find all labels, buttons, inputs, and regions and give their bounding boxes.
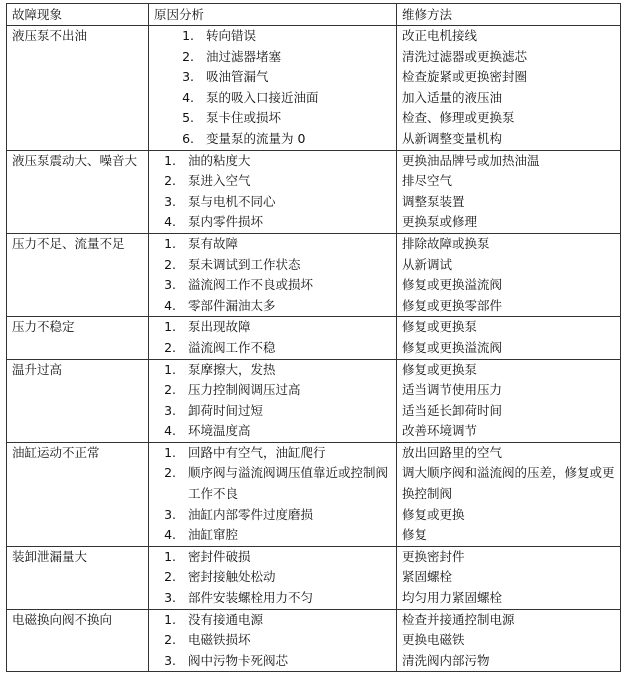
symptom-cell (7, 150, 149, 233)
cause-text: 泵有故障 (188, 235, 239, 251)
header-cause: 原因分析 (149, 4, 397, 26)
symptom-cell (7, 609, 149, 672)
cause-item (154, 630, 391, 651)
cause-number: 2. (164, 173, 176, 189)
cause-cell (149, 317, 397, 359)
symptom-cell (7, 26, 149, 151)
cause-item (154, 443, 391, 464)
repair-item: 检查、修理或更换泵 (402, 110, 515, 126)
header-repair: 维修方法 (397, 4, 621, 26)
repair-item: 修复或更换溢流阀 (402, 339, 503, 355)
cause-item (154, 192, 391, 213)
fault-row (7, 359, 621, 442)
cause-text: 油缸内部零件过度磨损 (188, 506, 314, 522)
cause-cell (149, 150, 397, 233)
cause-item (154, 234, 391, 255)
cause-number: 2. (164, 256, 176, 272)
cause-cell (149, 26, 397, 151)
fault-row (7, 26, 621, 151)
symptom-cell (7, 546, 149, 609)
cause-text: 油缸窜腔 (188, 527, 239, 543)
fault-row (7, 233, 621, 316)
cause-number: 4. (164, 297, 176, 313)
repair-cell (397, 317, 621, 359)
cause-text: 吸油管漏气 (206, 69, 269, 85)
repair-cell (397, 26, 621, 151)
cause-item (154, 275, 391, 296)
cause-item (154, 360, 391, 381)
repair-item: 从新调试 (402, 256, 453, 272)
cause-text: 泵未调试到工作状态 (188, 256, 301, 272)
repair-cell (397, 609, 621, 672)
cause-text: 阀中污物卡死阀芯 (188, 652, 289, 668)
cause-number: 4. (164, 527, 176, 543)
cause-text: 泵出现故障 (188, 319, 251, 335)
repair-cell (397, 546, 621, 609)
cause-number: 4. (164, 214, 176, 230)
symptom-cell (7, 233, 149, 316)
cause-number: 4. (164, 423, 176, 439)
cause-text: 油的粘度大 (188, 152, 251, 168)
cause-cell (149, 546, 397, 609)
fault-row (7, 609, 621, 672)
repair-item: 均匀用力紧固螺栓 (402, 590, 503, 606)
cause-number: 2. (164, 632, 176, 648)
repair-item: 更换泵或修理 (402, 214, 478, 230)
cause-text: 密封接触处松动 (188, 569, 276, 585)
cause-number: 1. (164, 235, 176, 251)
cause-item (154, 610, 391, 631)
cause-text: 部件安装螺栓用力不匀 (188, 590, 314, 606)
cause-text: 电磁铁损坏 (188, 632, 251, 648)
cause-text: 溢流阀工作不良或损坏 (188, 277, 314, 293)
cause-item (154, 380, 391, 401)
cause-text: 变量泵的流量为 0 (206, 130, 306, 146)
cause-text: 环境温度高 (188, 423, 251, 439)
cause-text: 泵与电机不同心 (188, 193, 276, 209)
cause-number: 1. (164, 611, 176, 627)
cause-number: 3. (164, 652, 176, 668)
symptom-text: 温升过高 (12, 361, 63, 377)
cause-cell (149, 609, 397, 672)
cause-item (154, 26, 391, 47)
fault-row (7, 442, 621, 546)
cause-number: 1. (164, 444, 176, 460)
repair-item: 更换密封件 (402, 548, 465, 564)
cause-item (154, 567, 391, 588)
repair-item: 从新调整变量机构 (402, 130, 503, 146)
cause-item (154, 505, 391, 526)
symptom-text: 液压泵不出油 (12, 28, 88, 43)
cause-item (154, 421, 391, 442)
cause-item (154, 338, 391, 359)
cause-number: 1. (164, 152, 176, 168)
repair-item: 紧固螺栓 (402, 569, 453, 585)
cause-cell (149, 233, 397, 316)
repair-item: 放出回路里的空气 (402, 444, 503, 460)
cause-item (154, 171, 391, 192)
cause-text: 泵内零件损坏 (188, 214, 264, 230)
cause-text: 卸荷时间过短 (188, 402, 264, 418)
cause-number: 3. (164, 193, 176, 209)
cause-text: 回路中有空气，油缸爬行 (188, 444, 326, 460)
fault-row (7, 546, 621, 609)
cause-item (154, 525, 391, 546)
cause-number: 2. (182, 48, 194, 64)
symptom-text: 电磁换向阀不换向 (12, 611, 113, 627)
repair-item: 调整泵装置 (402, 193, 465, 209)
cause-number: 2. (164, 465, 176, 481)
cause-text: 泵的吸入口接近油面 (206, 89, 319, 105)
cause-item (154, 296, 391, 317)
cause-text: 零部件漏油太多 (188, 297, 276, 313)
cause-item (154, 588, 391, 609)
symptom-text: 压力不稳定 (12, 319, 75, 335)
repair-item: 修复 (402, 527, 428, 543)
cause-item (154, 129, 391, 150)
symptom-cell (7, 359, 149, 442)
cause-number: 2. (164, 569, 176, 585)
symptom-cell (7, 317, 149, 359)
cause-item (154, 151, 391, 172)
cause-number: 1. (164, 319, 176, 335)
cause-item (154, 547, 391, 568)
repair-item: 清洗过滤器或更换滤芯 (402, 48, 528, 64)
cause-number: 3. (164, 402, 176, 418)
cause-number: 1. (164, 548, 176, 564)
cause-text: 没有接通电源 (188, 611, 264, 627)
cause-item (154, 317, 391, 338)
repair-item: 修复或更换溢流阀 (402, 277, 503, 293)
header-symptom: 故障现象 (7, 4, 149, 26)
repair-cell (397, 233, 621, 316)
symptom-text: 装卸泄漏量大 (12, 548, 88, 564)
repair-item: 修复或更换零部件 (402, 297, 503, 313)
cause-text: 转向错误 (206, 28, 257, 43)
cause-item (154, 463, 391, 504)
cause-text: 泵卡住或损坏 (206, 110, 282, 126)
repair-cell (397, 150, 621, 233)
repair-item: 修复或更换 (402, 506, 465, 522)
cause-item (154, 47, 391, 68)
fault-row (7, 317, 621, 359)
cause-item (154, 255, 391, 276)
repair-item: 更换油品牌号或加热油温 (402, 152, 540, 168)
cause-text: 密封件破损 (188, 548, 251, 564)
cause-text: 压力控制阀调压过高 (188, 382, 301, 398)
repair-cell (397, 442, 621, 546)
repair-item: 检查旋紧或更换密封圈 (402, 69, 528, 85)
cause-item (154, 88, 391, 109)
symptom-cell (7, 442, 149, 546)
cause-item (154, 212, 391, 233)
repair-item: 更换电磁铁 (402, 632, 465, 648)
repair-item: 检查并接通控制电源 (402, 611, 515, 627)
cause-number: 6. (182, 130, 194, 146)
symptom-text: 液压泵震动大、噪音大 (12, 152, 138, 168)
cause-text: 顺序阀与溢流阀调压值靠近或控制阀工作不良 (188, 465, 389, 502)
cause-number: 3. (164, 590, 176, 606)
cause-cell (149, 442, 397, 546)
repair-item: 调大顺序阀和溢流阀的压差，修复或更换控制阀 (402, 465, 615, 502)
symptom-text: 压力不足、流量不足 (12, 235, 125, 251)
cause-number: 2. (164, 339, 176, 355)
cause-number: 5. (182, 110, 194, 126)
repair-item: 清洗阀内部污物 (402, 652, 490, 668)
repair-item: 排除故障或换泵 (402, 235, 490, 251)
symptom-text: 油缸运动不正常 (12, 444, 100, 460)
cause-cell (149, 359, 397, 442)
cause-number: 3. (182, 69, 194, 85)
repair-item: 适当调节使用压力 (402, 382, 503, 398)
fault-table (6, 3, 621, 672)
repair-cell (397, 359, 621, 442)
cause-number: 1. (164, 361, 176, 377)
cause-number: 4. (182, 89, 194, 105)
repair-item: 修复或更换泵 (402, 319, 478, 335)
cause-number: 1. (182, 28, 194, 43)
repair-item: 加入适量的液压油 (402, 89, 503, 105)
cause-item (154, 651, 391, 672)
cause-text: 溢流阀工作不稳 (188, 339, 276, 355)
cause-number: 3. (164, 506, 176, 522)
cause-item (154, 67, 391, 88)
repair-item: 适当延长卸荷时间 (402, 402, 503, 418)
cause-number: 2. (164, 382, 176, 398)
repair-item: 修复或更换泵 (402, 361, 478, 377)
fault-row (7, 150, 621, 233)
cause-text: 油过滤器堵塞 (206, 48, 282, 64)
cause-text: 泵进入空气 (188, 173, 251, 189)
cause-item (154, 108, 391, 129)
repair-item: 排尽空气 (402, 173, 453, 189)
repair-item: 改善环境调节 (402, 423, 478, 439)
cause-number: 3. (164, 277, 176, 293)
cause-text: 泵摩擦大，发热 (188, 361, 276, 377)
cause-item (154, 401, 391, 422)
repair-item: 改正电机接线 (402, 28, 478, 43)
header-row (7, 4, 621, 26)
